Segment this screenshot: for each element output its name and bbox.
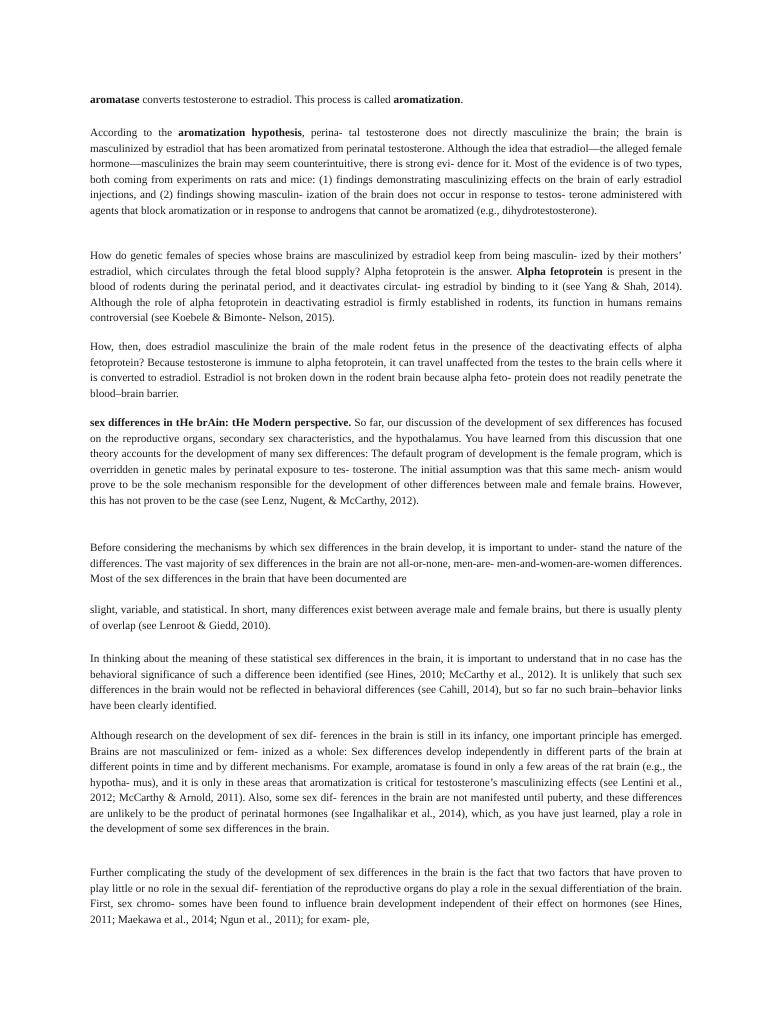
paragraph-research-principle: Although research on the development of sex dif- ferences in the brain is still in its infancy, one important principle has emerged. Brains are not masculinized or fem- inized as a whole: Sex differences develop independently in different parts of the brain at different points in time and by different mechanisms. For example, aromatase is found in only a few areas of the rat brain (e.g., the hypotha- mus), and it is only in these areas that aromatization is critical for testosterone’s masculinizing effects (see Lentini et al., 2012; McCarthy & Arnold, 2011). Also, some sex dif- ferences in the brain are not manifested until puberty, and these differences are unlikely to be the product of perinatal hormones (see Ingalhalikar et al., 2014), which, as you have just learned, play a role in the development of some sex differences in the brain. — [90, 730, 682, 835]
term-alpha-fetoprotein: Alpha fetoprotein — [516, 265, 603, 278]
term-aromatization-hypothesis: aromatization hypothesis — [178, 127, 302, 139]
paragraph-alpha-fetoprotein: How do genetic females of species whose brains are masculinized by estradiol keep from being masculin- ized by their mothers’ estradiol, which circulates through the fetal blood supply? Alpha fetoprotein is the answer. Alpha fetoprotein is present in the blood of rodents during the perinatal period, and it deactivates circulat- ing estradiol by binding to it (see Yang & Shah, 2014). Although the role of alpha fetoprotein in deactivating estradiol is firmly established in rodents, its function in humans remains controversial (see Koebele & Bimonte- Nelson, 2015). — [90, 250, 682, 324]
paragraph-statistical-differences: slight, variable, and statistical. In short, many differences exist between average male and female brains, but there is usually plenty of overlap (see Lenroot & Giedd, 2010). — [90, 604, 682, 632]
paragraph-modern-perspective: sex differences in tHe brAin: tHe Modern perspective. So far, our discussion of the development of sex differences has focused on the reproductive organs, secondary sex characteristics, and the hypothalamus. You have learned from this discussion that one theory accounts for the development of many sex differences: The default program of development is the female program, which is overridden in genetic males by perinatal exposure to tes- tosterone. The initial assumption was that this same mech- anism would prove to be the sole mechanism responsible for the development of other differences between male and female brains. However, this has not proven to be the case (see Lenz, Nugent, & McCarthy, 2012). — [90, 417, 682, 507]
paragraph-nature-of-differences: Before considering the mechanisms by which sex differences in the brain develop, it is important to under- stand the nature of the differences. The vast majority of sex differences in the brain are not all-or-none, men-are- men-and-women-are-women differences. Most of the sex differences in the brain that have been documented are — [90, 542, 682, 585]
paragraph-behavioral-significance: In thinking about the meaning of these statistical sex differences in the brain, it is important to understand that in no case has the behavioral significance of such a difference been identified (see Hines, 2010; McCarthy et al., 2012). It is unlikely that such sex differences in the brain would not be reflected in behavioral differences (see Cahill, 2014), but so far no such brain–behavior links have been clearly identified. — [90, 653, 682, 712]
paragraph-aromatase: aromatase converts testosterone to estradiol. This process is called aromatization. — [90, 94, 464, 106]
paragraph-complicating-factors: Further complicating the study of the development of sex differences in the brain is the fact that two factors that have proven to play little or no role in the sexual dif- ferentiation of the reproductive organs do play a role in the sexual differentiation of the brain. First, sex chromo- somes have been found to influence brain development independent of their effect on hormones (see Hines, 2011; Maekawa et al., 2014; Ngun et al., 2011); for exam- ple, — [90, 867, 682, 926]
term-aromatase: aromatase — [90, 94, 140, 106]
section-heading: sex differences in tHe brAin: tHe Modern perspective. — [90, 417, 352, 429]
paragraph-male-rodent-fetus: How, then, does estradiol masculinize the brain of the male rodent fetus in the presence of the deactivating effects of alpha fetoprotein? Because testosterone is immune to alpha fetoprotein, it can travel unaffected from the testes to the brain cells where it is converted to estradiol. Estradiol is not broken down in the rodent brain because alpha feto- protein does not readily penetrate the blood–brain barrier. — [90, 341, 682, 400]
term-aromatization: aromatization — [393, 94, 461, 106]
paragraph-aromatization-hypothesis: According to the aromatization hypothesis, perina- tal testosterone does not directly masculinize the brain; the brain is masculinized by estradiol that has been aromatized from perinatal testosterone. Although the idea that estradiol—the alleged female hormone—masculinizes the brain may seem counterintuitive, there is strong evi- dence for it. Most of the evidence is of two types, both coming from experiments on rats and mice: (1) findings demonstrating masculinizing effects on the brain of early estradiol injections, and (2) findings showing masculin- ization of the brain does not occur in response to testos- terone administered with agents that block aromatization or in response to androgens that cannot be aromatized (e.g., dihydrotestosterone). — [90, 127, 682, 217]
